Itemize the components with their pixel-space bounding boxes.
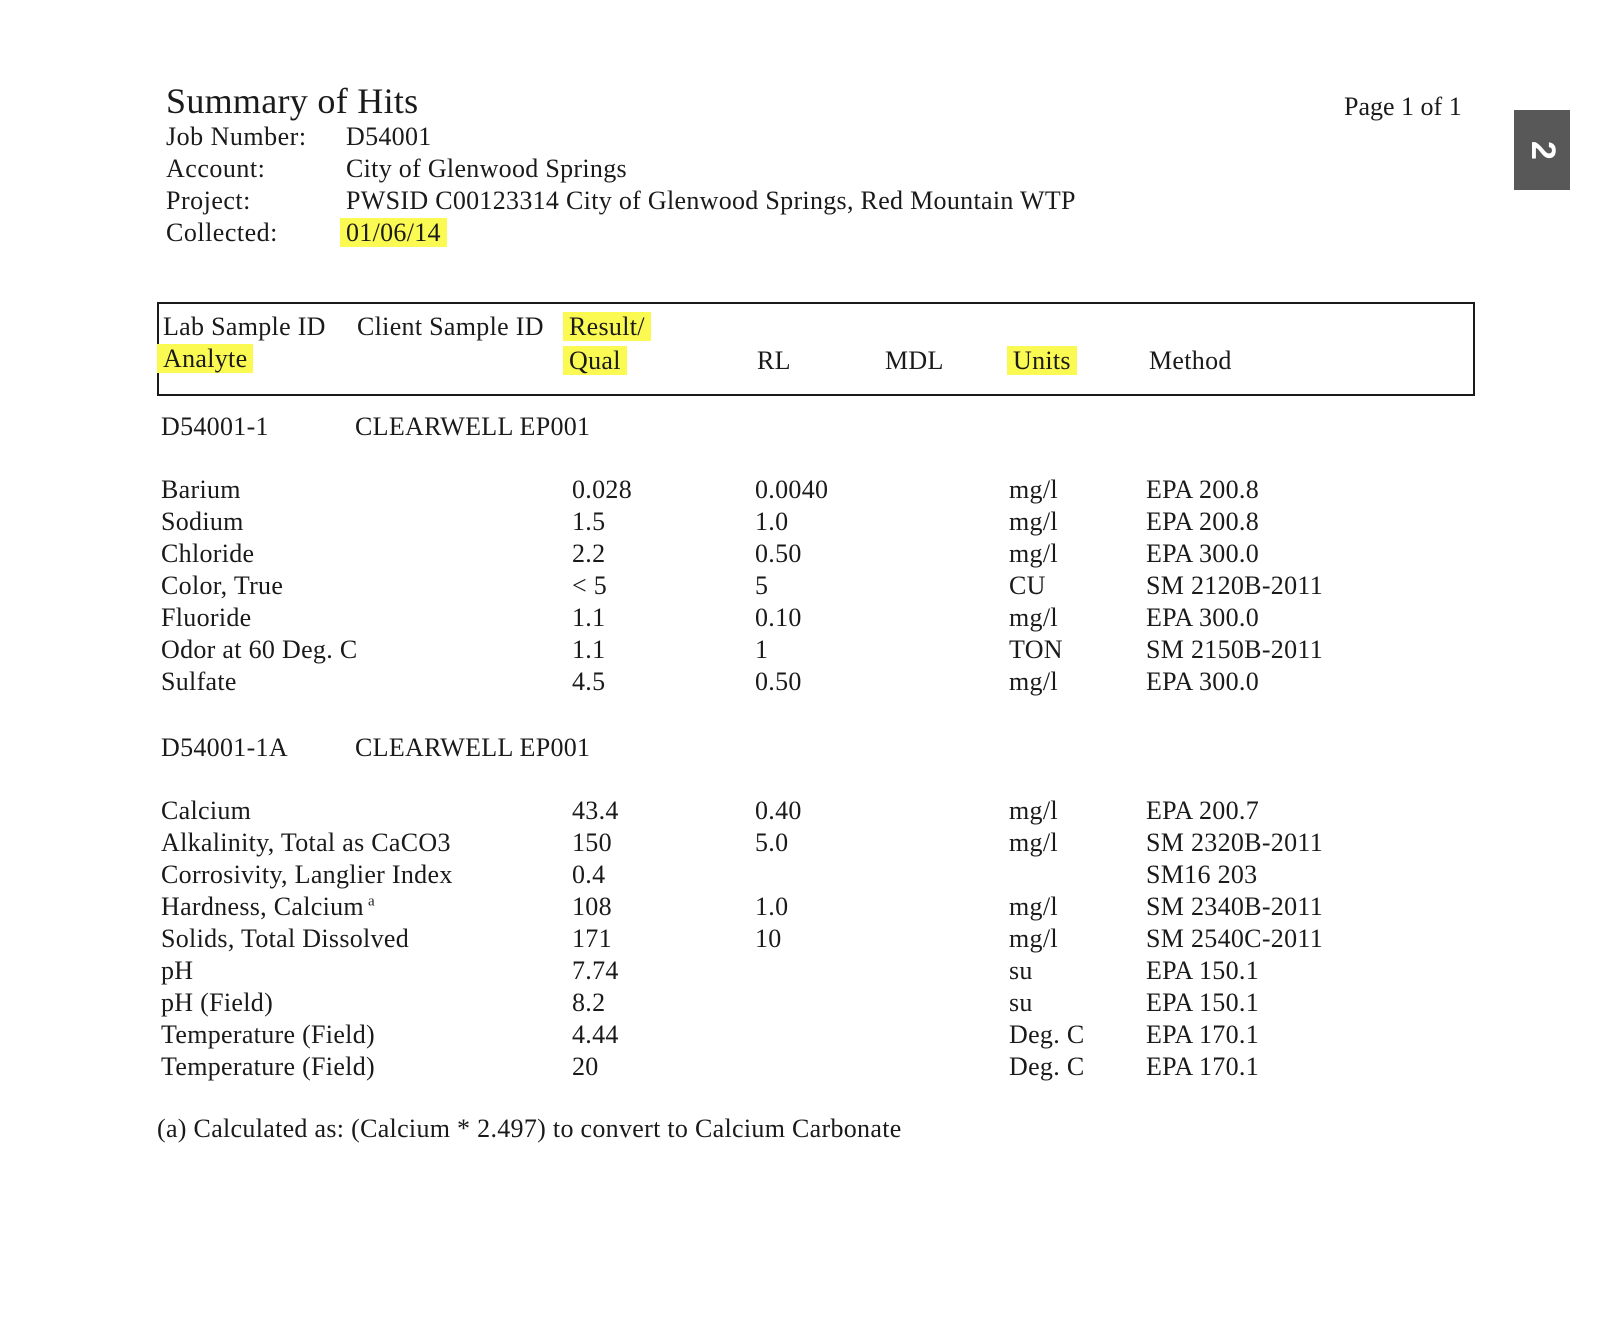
analyte-name: Temperature (Field)	[161, 1020, 375, 1049]
result-value: 108	[572, 892, 612, 921]
analyte-header-highlight: Analyte	[157, 344, 253, 373]
method-value: SM 2540C-2011	[1146, 924, 1324, 953]
units-value: mg/l	[1009, 507, 1058, 536]
method-value: SM16 203	[1146, 860, 1258, 889]
result-value: 150	[572, 828, 612, 857]
method-value: EPA 150.1	[1146, 956, 1259, 985]
col-result-line2	[569, 346, 627, 376]
result-value: 2.2	[572, 539, 606, 568]
collected-label: Collected:	[166, 218, 278, 247]
units-value: mg/l	[1009, 924, 1058, 953]
col-result-line1	[569, 312, 651, 342]
analyte-name: pH	[161, 956, 194, 985]
rl-value: 0.10	[755, 603, 802, 632]
result-value: 4.44	[572, 1020, 619, 1049]
sample-lab-id: D54001-1A	[161, 733, 288, 762]
result-value: 7.74	[572, 956, 619, 985]
analyte-name: Calcium	[161, 796, 252, 825]
method-value: EPA 300.0	[1146, 603, 1259, 632]
account-value: City of Glenwood Springs	[346, 154, 627, 183]
rl-value: 10	[755, 924, 782, 953]
footnote: (a) Calculated as: (Calcium * 2.497) to convert to Calcium Carbonate	[157, 1114, 902, 1143]
method-value: EPA 150.1	[1146, 988, 1259, 1017]
method-value: EPA 200.8	[1146, 475, 1259, 504]
analyte-name: Odor at 60 Deg. C	[161, 635, 358, 664]
result-value: 1.1	[572, 603, 606, 632]
result-value: 1.1	[572, 635, 606, 664]
result-value: 0.4	[572, 860, 606, 889]
units-value: mg/l	[1009, 828, 1058, 857]
column-header-box	[157, 302, 1475, 396]
method-value: SM 2340B-2011	[1146, 892, 1324, 921]
units-value: mg/l	[1009, 539, 1058, 568]
units-value: mg/l	[1009, 892, 1058, 921]
analyte-name: Chloride	[161, 539, 255, 568]
analyte-name: Corrosivity, Langlier Index	[161, 860, 453, 889]
analyte-name: Barium	[161, 475, 241, 504]
result-value: 171	[572, 924, 612, 953]
method-value: EPA 170.1	[1146, 1020, 1259, 1049]
units-value: TON	[1009, 635, 1063, 664]
page-title: Summary of Hits	[166, 81, 419, 121]
col-mdl: MDL	[885, 346, 944, 375]
analyte-name: Color, True	[161, 571, 284, 600]
rl-value: 0.50	[755, 539, 802, 568]
result-value: 1.5	[572, 507, 606, 536]
collected-value	[346, 218, 447, 248]
qual-header-highlight: Qual	[563, 346, 627, 375]
col-units	[1013, 346, 1077, 376]
method-value: EPA 200.7	[1146, 796, 1259, 825]
rl-value: 0.50	[755, 667, 802, 696]
rl-value: 1	[755, 635, 769, 664]
job-number-value: D54001	[346, 122, 432, 151]
account-label: Account:	[166, 154, 266, 183]
col-rl: RL	[757, 346, 791, 375]
sample-lab-id: D54001-1	[161, 412, 269, 441]
result-value: 43.4	[572, 796, 619, 825]
analyte-name: Alkalinity, Total as CaCO3	[161, 828, 451, 857]
analyte-name: Temperature (Field)	[161, 1052, 375, 1081]
units-value: su	[1009, 988, 1033, 1017]
method-value: SM 2320B-2011	[1146, 828, 1324, 857]
units-value: mg/l	[1009, 667, 1058, 696]
analyte-name: Sodium	[161, 507, 244, 536]
rl-value: 1.0	[755, 892, 789, 921]
result-value: 0.028	[572, 475, 632, 504]
rl-value: 5	[755, 571, 769, 600]
units-value: mg/l	[1009, 796, 1058, 825]
rl-value: 0.0040	[755, 475, 829, 504]
method-value: EPA 200.8	[1146, 507, 1259, 536]
method-value: EPA 300.0	[1146, 539, 1259, 568]
units-value: su	[1009, 956, 1033, 985]
units-value: CU	[1009, 571, 1046, 600]
footnote-marker: a	[363, 893, 375, 910]
rl-value: 1.0	[755, 507, 789, 536]
analyte-name: Sulfate	[161, 667, 237, 696]
units-value: mg/l	[1009, 603, 1058, 632]
collected-date-highlight: 01/06/14	[340, 218, 447, 247]
project-label: Project:	[166, 186, 251, 215]
method-value: EPA 170.1	[1146, 1052, 1259, 1081]
units-header-highlight: Units	[1007, 346, 1077, 375]
method-value: EPA 300.0	[1146, 667, 1259, 696]
method-value: SM 2150B-2011	[1146, 635, 1324, 664]
page-number: Page 1 of 1	[1344, 92, 1462, 121]
col-method: Method	[1149, 346, 1232, 375]
project-value: PWSID C00123314 City of Glenwood Springs, Red Mountain WTP	[346, 186, 1076, 215]
analyte-name: Solids, Total Dissolved	[161, 924, 410, 953]
job-number-label: Job Number:	[166, 122, 307, 151]
col-lab-sample-id: Lab Sample ID	[163, 312, 326, 341]
rl-value: 0.40	[755, 796, 802, 825]
sample-client-id: CLEARWELL EP001	[355, 733, 591, 762]
sample-client-id: CLEARWELL EP001	[355, 412, 591, 441]
analyte-name: Fluoride	[161, 603, 252, 632]
units-value: Deg. C	[1009, 1020, 1085, 1049]
section-tab	[1514, 110, 1570, 190]
analyte-name: Hardness, Calcium $^a$	[161, 892, 375, 921]
analyte-name: pH (Field)	[161, 988, 274, 1017]
result-value: 8.2	[572, 988, 606, 1017]
col-client-sample-id: Client Sample ID	[357, 312, 544, 341]
col-analyte	[163, 344, 253, 374]
units-value: Deg. C	[1009, 1052, 1085, 1081]
result-value: < 5	[572, 571, 608, 600]
units-value: mg/l	[1009, 475, 1058, 504]
method-value: SM 2120B-2011	[1146, 571, 1324, 600]
rl-value: 5.0	[755, 828, 789, 857]
section-tab-label: 2	[1523, 140, 1562, 160]
result-header-highlight: Result/	[563, 312, 651, 341]
result-value: 20	[572, 1052, 599, 1081]
result-value: 4.5	[572, 667, 606, 696]
